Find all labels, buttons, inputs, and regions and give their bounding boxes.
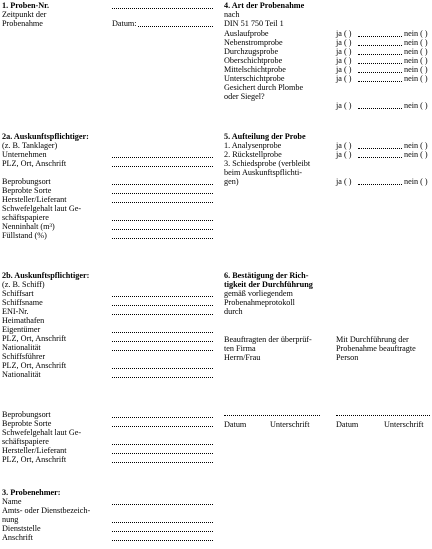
split-0-ja-checkbox[interactable]: ja ( ) — [336, 141, 352, 150]
section2b-title: 2b. Auskunftspflichtiger: — [2, 271, 90, 280]
ship-row-0-field[interactable] — [112, 289, 213, 297]
section6-title-1: 6. Bestätigung der Rich- — [224, 271, 309, 280]
date-label: Datum: — [112, 19, 137, 28]
unterschrift-a: Unterschrift — [270, 420, 310, 429]
section6-title-2: tigkeit der Durchführung — [224, 280, 313, 289]
sampler-row-3-label: Dienststelle — [2, 524, 41, 533]
ship-row-6-label: Nationalität — [2, 343, 41, 352]
probe-type-1-label: Nebenstromprobe — [224, 38, 283, 47]
ship-row-8-field[interactable] — [112, 361, 213, 369]
ship-detail-5-label: PLZ, Ort, Anschrift — [2, 455, 67, 464]
probe-type-0-label: Auslaufprobe — [224, 29, 269, 38]
probe-type-4-dotted-line — [358, 65, 402, 73]
split-2-ja-checkbox[interactable]: ja ( ) — [336, 177, 352, 186]
datum-b: Datum — [336, 420, 359, 429]
probe-type-5-ja-checkbox[interactable]: ja ( ) — [336, 74, 352, 83]
split-2-nein-checkbox[interactable]: nein ( ) — [404, 177, 428, 186]
split-2-dotted-line — [358, 177, 402, 185]
probe-type-4-label: Mittelschichtprobe — [224, 65, 286, 74]
section6-sub-3: durch — [224, 307, 243, 316]
proben-nr-field[interactable] — [112, 1, 213, 9]
split-0-label: 1. Analysenprobe — [224, 141, 282, 150]
section1-title: 1. Proben-Nr. — [2, 1, 50, 10]
schiedsprobe-2: beim Auskunftspflichti- — [224, 168, 303, 177]
tank-detail-0-label: Beprobungsort — [2, 177, 51, 186]
sampler-row-3-field[interactable] — [112, 524, 213, 532]
ship-detail-4-label: Hersteller/Lieferant — [2, 446, 67, 455]
ship-detail-4-field[interactable] — [112, 446, 213, 454]
tank-row-0-label: Unternehmen — [2, 150, 47, 159]
col-b-line-1: Mit Durchführung der — [336, 335, 409, 344]
section4-title: 4. Art der Probenahme — [224, 1, 305, 10]
seal-nein-checkbox[interactable]: nein ( ) — [404, 101, 428, 110]
split-1-nein-checkbox[interactable]: nein ( ) — [404, 150, 428, 159]
sampler-row-4-field[interactable] — [112, 533, 213, 541]
probe-type-3-nein-checkbox[interactable]: nein ( ) — [404, 56, 428, 65]
split-0-dotted-line — [358, 141, 402, 149]
probe-type-0-dotted-line — [358, 29, 402, 37]
tank-row-0-field[interactable] — [112, 150, 213, 158]
ship-row-8-label: PLZ, Ort, Anschrift — [2, 361, 67, 370]
split-1-ja-checkbox[interactable]: ja ( ) — [336, 150, 352, 159]
section2a-sub: (z. B. Tanklager) — [2, 141, 58, 150]
section2b-sub: (z. B. Schiff) — [2, 280, 45, 289]
ship-row-9-field[interactable] — [112, 370, 213, 378]
tank-detail-0-field[interactable] — [112, 177, 213, 185]
datum-a: Datum — [224, 420, 247, 429]
tank-detail-5-label: Nenninhalt (m³) — [2, 222, 55, 231]
probe-type-2-ja-checkbox[interactable]: ja ( ) — [336, 47, 352, 56]
ship-detail-3-field[interactable] — [112, 437, 213, 445]
tank-detail-1-field[interactable] — [112, 186, 213, 194]
split-0-nein-checkbox[interactable]: nein ( ) — [404, 141, 428, 150]
date-field[interactable] — [138, 19, 213, 27]
sampler-row-0-label: Name — [2, 497, 22, 506]
col-a-line-3: Herrn/Frau — [224, 353, 261, 362]
probe-type-5-dotted-line — [358, 74, 402, 82]
tank-detail-2-label: Hersteller/Lieferant — [2, 195, 67, 204]
tank-detail-5-field[interactable] — [112, 222, 213, 230]
ship-row-5-field[interactable] — [112, 334, 213, 342]
section4-sub1: nach — [224, 10, 240, 19]
section6-sub-1: gemäß vorliegendem — [224, 289, 293, 298]
col-b-line-3: Person — [336, 353, 359, 362]
tank-detail-3-label: Schwefelgehalt laut Ge- — [2, 204, 82, 213]
signature-line-b[interactable] — [336, 408, 430, 416]
section2a-title: 2a. Auskunftspflichtiger: — [2, 132, 89, 141]
probe-type-0-nein-checkbox[interactable]: nein ( ) — [404, 29, 428, 38]
ship-row-0-label: Schiffsart — [2, 289, 34, 298]
time-label-2: Probenahme — [2, 19, 43, 28]
tank-detail-6-label: Füllstand (%) — [2, 231, 47, 240]
probe-type-3-label: Oberschichtprobe — [224, 56, 283, 65]
time-label: Zeitpunkt der — [2, 10, 47, 19]
schiedsprobe-1: 3. Schiedsprobe (verbleibt — [224, 159, 311, 168]
probe-type-3-ja-checkbox[interactable]: ja ( ) — [336, 56, 352, 65]
col-b-line-2: Probenahme beauftragte — [336, 344, 416, 353]
tank-detail-2-field[interactable] — [112, 195, 213, 203]
section6-sub-2: Probenahmeprotokoll — [224, 298, 295, 307]
tank-detail-1-label: Beprobte Sorte — [2, 186, 52, 195]
ship-detail-3-label: schäftspapiere — [2, 437, 49, 446]
probe-type-4-ja-checkbox[interactable]: ja ( ) — [336, 65, 352, 74]
ship-row-3-label: Heimathafen — [2, 316, 45, 325]
sampler-row-4-label: Anschrift — [2, 533, 33, 542]
tank-row-1-field[interactable] — [112, 159, 213, 167]
seal-ja-checkbox[interactable]: ja ( ) — [336, 101, 352, 110]
ship-row-9-label: Nationalität — [2, 370, 41, 379]
seal-question-2: oder Siegel? — [224, 92, 265, 101]
probe-type-4-nein-checkbox[interactable]: nein ( ) — [404, 65, 428, 74]
ship-row-5-label: PLZ, Ort, Anschrift — [2, 334, 67, 343]
tank-detail-4-field[interactable] — [112, 213, 213, 221]
ship-row-6-field[interactable] — [112, 343, 213, 351]
sampler-row-2-field[interactable] — [112, 515, 213, 523]
section4-sub2: DIN 51 750 Teil 1 — [224, 19, 284, 28]
unterschrift-b: Unterschrift — [384, 420, 424, 429]
sampler-row-0-field[interactable] — [112, 497, 213, 505]
probe-type-1-dotted-line — [358, 38, 402, 46]
ship-row-1-field[interactable] — [112, 298, 213, 306]
split-1-dotted-line — [358, 150, 402, 158]
split-1-label: 2. Rückstellprobe — [224, 150, 282, 159]
col-a-line-1: Beauftragten der überprüf- — [224, 335, 312, 344]
ship-row-1-label: Schiffsname — [2, 298, 43, 307]
ship-detail-1-field[interactable] — [112, 419, 213, 427]
probe-type-2-nein-checkbox[interactable]: nein ( ) — [404, 47, 428, 56]
seal-dotted-line — [358, 101, 402, 109]
section3-title: 3. Probenehmer: — [2, 488, 61, 497]
ship-detail-5-field[interactable] — [112, 455, 213, 463]
ship-row-7-label: Schiffsführer — [2, 352, 46, 361]
ship-row-4-label: Eigentümer — [2, 325, 41, 334]
probe-type-2-label: Durchzugsprobe — [224, 47, 279, 56]
ship-row-2-field[interactable] — [112, 307, 213, 315]
probe-type-2-dotted-line — [358, 47, 402, 55]
probe-type-1-ja-checkbox[interactable]: ja ( ) — [336, 38, 352, 47]
signature-line-a[interactable] — [224, 408, 320, 416]
probe-type-0-ja-checkbox[interactable]: ja ( ) — [336, 29, 352, 38]
ship-detail-0-field[interactable] — [112, 410, 213, 418]
probe-type-3-dotted-line — [358, 56, 402, 64]
section5-title: 5. Aufteilung der Probe — [224, 132, 306, 141]
tank-row-1-label: PLZ, Ort, Anschrift — [2, 159, 67, 168]
probe-type-5-label: Unterschichtprobe — [224, 74, 285, 83]
schiedsprobe-3: gen) — [224, 177, 239, 186]
ship-row-4-field[interactable] — [112, 325, 213, 333]
ship-detail-2-label: Schwefelgehalt laut Ge- — [2, 428, 82, 437]
tank-detail-6-field[interactable] — [112, 231, 213, 239]
ship-detail-1-label: Beprobte Sorte — [2, 419, 52, 428]
ship-detail-0-label: Beprobungsort — [2, 410, 51, 419]
sampler-row-2-label: nung — [2, 515, 19, 524]
col-a-line-2: ten Firma — [224, 344, 256, 353]
sampler-row-1-label: Amts- oder Dienstbezeich- — [2, 506, 91, 515]
probe-type-5-nein-checkbox[interactable]: nein ( ) — [404, 74, 428, 83]
probe-type-1-nein-checkbox[interactable]: nein ( ) — [404, 38, 428, 47]
seal-question-1: Gesichert durch Plombe — [224, 83, 304, 92]
tank-detail-4-label: schäftspapiere — [2, 213, 49, 222]
ship-row-2-label: ENI-Nr. — [2, 307, 29, 316]
